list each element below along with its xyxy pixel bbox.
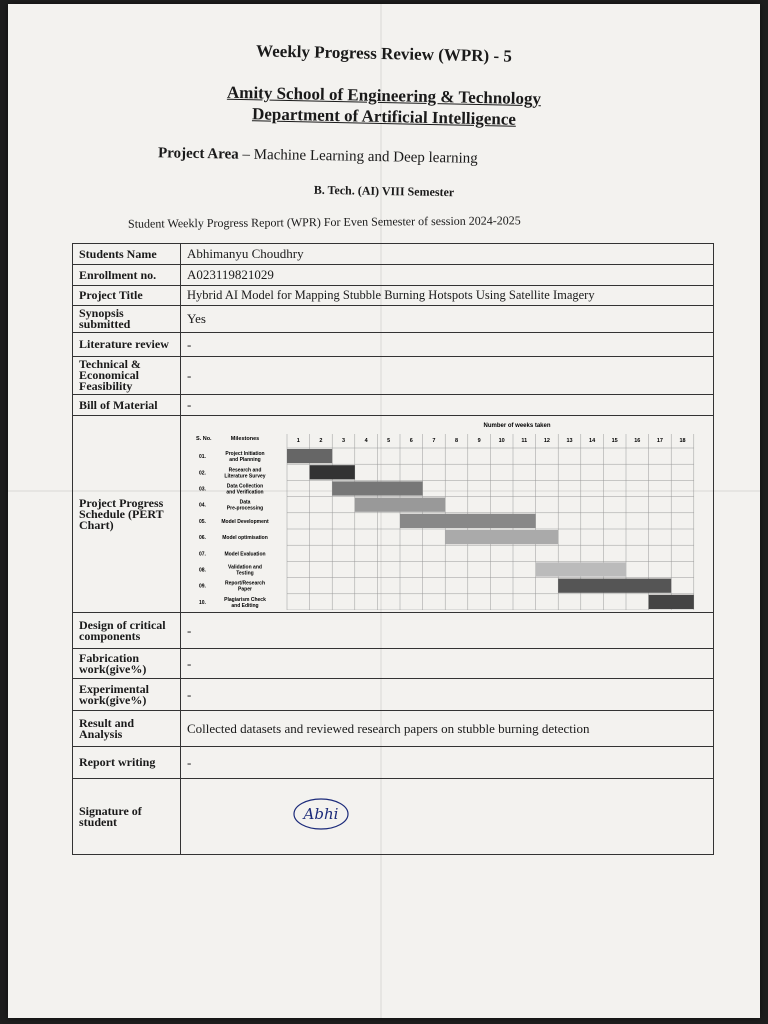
- task-name: [227, 500, 263, 512]
- synopsis-value: Yes: [181, 306, 714, 333]
- experimental-value: -: [181, 679, 714, 711]
- department-name: Department of Artificial Intelligence: [251, 104, 517, 129]
- project-area-label: Project Area: [157, 145, 239, 163]
- pert-chart-title: Number of weeks taken: [483, 423, 551, 429]
- task-sno: 10.: [199, 599, 206, 606]
- task-name: [225, 451, 264, 463]
- row-label: Students Name: [73, 244, 181, 265]
- task-name-line: Data: [239, 499, 251, 506]
- row-label: Synopsis submitted: [73, 306, 181, 333]
- task-name-line: and Verification: [226, 489, 264, 496]
- task-bar: [536, 562, 626, 576]
- result-value: Collected datasets and reviewed research papers on stubble burning detection: [181, 711, 714, 747]
- row-label: Enrollment no.: [73, 265, 181, 286]
- week-label: 18: [679, 438, 686, 444]
- week-label: 8: [454, 438, 459, 444]
- project-area-value: – Machine Learning and Deep learning: [242, 146, 478, 167]
- literature-value: -: [181, 333, 714, 357]
- task-bar: [310, 465, 355, 479]
- task-bar: [332, 481, 422, 495]
- table-row: [73, 244, 714, 265]
- table-row: [73, 711, 714, 747]
- row-label: Experimental work(give%): [73, 679, 181, 711]
- task-bar: [355, 498, 445, 512]
- week-label: 14: [589, 438, 596, 444]
- task-name-line: Literature Survey: [224, 473, 266, 480]
- enrollment-value: A023119821029: [181, 265, 714, 286]
- week-label: 11: [521, 438, 528, 444]
- task-sno: 03.: [199, 486, 206, 493]
- task-bar: [558, 579, 671, 593]
- feasibility-value: -: [181, 357, 714, 395]
- task-sno: 01.: [199, 454, 206, 461]
- task-name: [225, 581, 265, 593]
- row-label: Result and Analysis: [73, 711, 181, 747]
- task-name-line: Project Initiation: [225, 451, 265, 458]
- task-name: [228, 565, 262, 577]
- task-name-line: Testing: [236, 570, 254, 577]
- row-label: Project Title: [73, 286, 181, 306]
- task-sno: 09.: [199, 583, 206, 590]
- task-name-line: Plagiarism Check: [224, 596, 266, 603]
- report-value: -: [181, 747, 714, 779]
- table-row: [73, 357, 714, 395]
- table-row: [73, 333, 714, 357]
- task-name: [222, 535, 268, 541]
- table-row: [73, 416, 714, 613]
- task-sno: 04.: [199, 502, 206, 509]
- student-name-value: Abhimanyu Choudhry: [181, 244, 714, 265]
- table-row: [73, 747, 714, 779]
- task-name-line: Paper: [238, 586, 252, 593]
- table-row: [73, 286, 714, 306]
- week-label: 3: [341, 438, 346, 444]
- table-row: [73, 613, 714, 649]
- progress-table: [72, 243, 714, 855]
- task-name-line: Report/Research: [224, 580, 266, 587]
- project-title-value: Hybrid AI Model for Mapping Stubble Burning Hotspots Using Satellite Imagery: [181, 286, 714, 306]
- task-name: [224, 467, 265, 479]
- table-row: [73, 679, 714, 711]
- task-name-line: Model Development: [221, 518, 269, 525]
- table-row: [73, 306, 714, 333]
- task-name-line: and Editing: [231, 602, 259, 609]
- row-label: Project Progress Schedule (PERT Chart): [73, 416, 181, 613]
- task-bar: [445, 530, 558, 544]
- row-label: Design of critical components: [73, 613, 181, 649]
- task-name-line: Model Evaluation: [224, 551, 266, 558]
- table-row: [73, 395, 714, 416]
- row-label: Signature of student: [73, 779, 181, 855]
- week-label: 7: [432, 438, 436, 444]
- row-label: Technical & Economical Feasibility: [73, 357, 181, 395]
- week-label: 5: [387, 438, 391, 444]
- week-label: 6: [409, 438, 413, 444]
- task-name: [224, 551, 265, 557]
- task-name: [224, 597, 266, 609]
- task-sno: 06.: [199, 535, 206, 542]
- pert-chart: [187, 418, 699, 610]
- task-sno: 08.: [199, 567, 206, 574]
- week-label: 9: [477, 438, 481, 444]
- task-name: [226, 484, 263, 496]
- table-row: [73, 265, 714, 286]
- bom-value: -: [181, 395, 714, 416]
- table-row: [73, 649, 714, 679]
- task-bar: [649, 595, 694, 609]
- week-label: 2: [319, 438, 323, 444]
- row-label: Fabrication work(give%): [73, 649, 181, 679]
- table-row: [73, 779, 714, 855]
- week-label: 12: [543, 438, 550, 444]
- row-label: Bill of Material: [73, 395, 181, 416]
- task-name-line: Validation and: [228, 564, 262, 571]
- task-sno: 05.: [199, 518, 206, 525]
- task-sno: 02.: [199, 470, 206, 477]
- task-name-line: Research and: [228, 467, 262, 474]
- signature-cell: [181, 779, 714, 855]
- task-name-line: Pre-processing: [226, 505, 264, 512]
- task-name-line: Model optimisation: [222, 535, 268, 542]
- student-signature: [293, 797, 349, 831]
- week-label: 16: [634, 438, 641, 444]
- signature-text: Abhi: [303, 805, 339, 823]
- pert-col-sno: S. No.: [196, 436, 212, 442]
- program-line: B. Tech. (AI) VIII Semester: [313, 182, 455, 200]
- task-name: [221, 519, 269, 525]
- report-line: Student Weekly Progress Report (WPR) For Even Semester of session 2024-2025: [127, 213, 521, 231]
- week-label: 1: [296, 438, 300, 444]
- week-label: 13: [566, 438, 573, 444]
- week-label: 17: [656, 438, 663, 444]
- design-value: -: [181, 613, 714, 649]
- pert-chart-container: [181, 416, 713, 612]
- pert-cell: [181, 416, 714, 613]
- task-sno: 07.: [199, 551, 206, 558]
- school-name: Amity School of Engineering & Technology: [226, 82, 542, 109]
- pert-col-milestones: Milestones: [230, 436, 260, 442]
- row-label: Report writing: [73, 747, 181, 779]
- task-name-line: Data Collection: [226, 483, 264, 490]
- row-label: Literature review: [73, 333, 181, 357]
- task-bar: [287, 449, 332, 463]
- week-label: 15: [611, 438, 618, 444]
- week-label: 10: [498, 438, 505, 444]
- task-name-line: and Planning: [229, 457, 261, 464]
- fabrication-value: -: [181, 649, 714, 679]
- week-label: 4: [364, 438, 368, 444]
- document-title: Weekly Progress Review (WPR) - 5: [255, 41, 513, 66]
- task-bar: [400, 514, 536, 528]
